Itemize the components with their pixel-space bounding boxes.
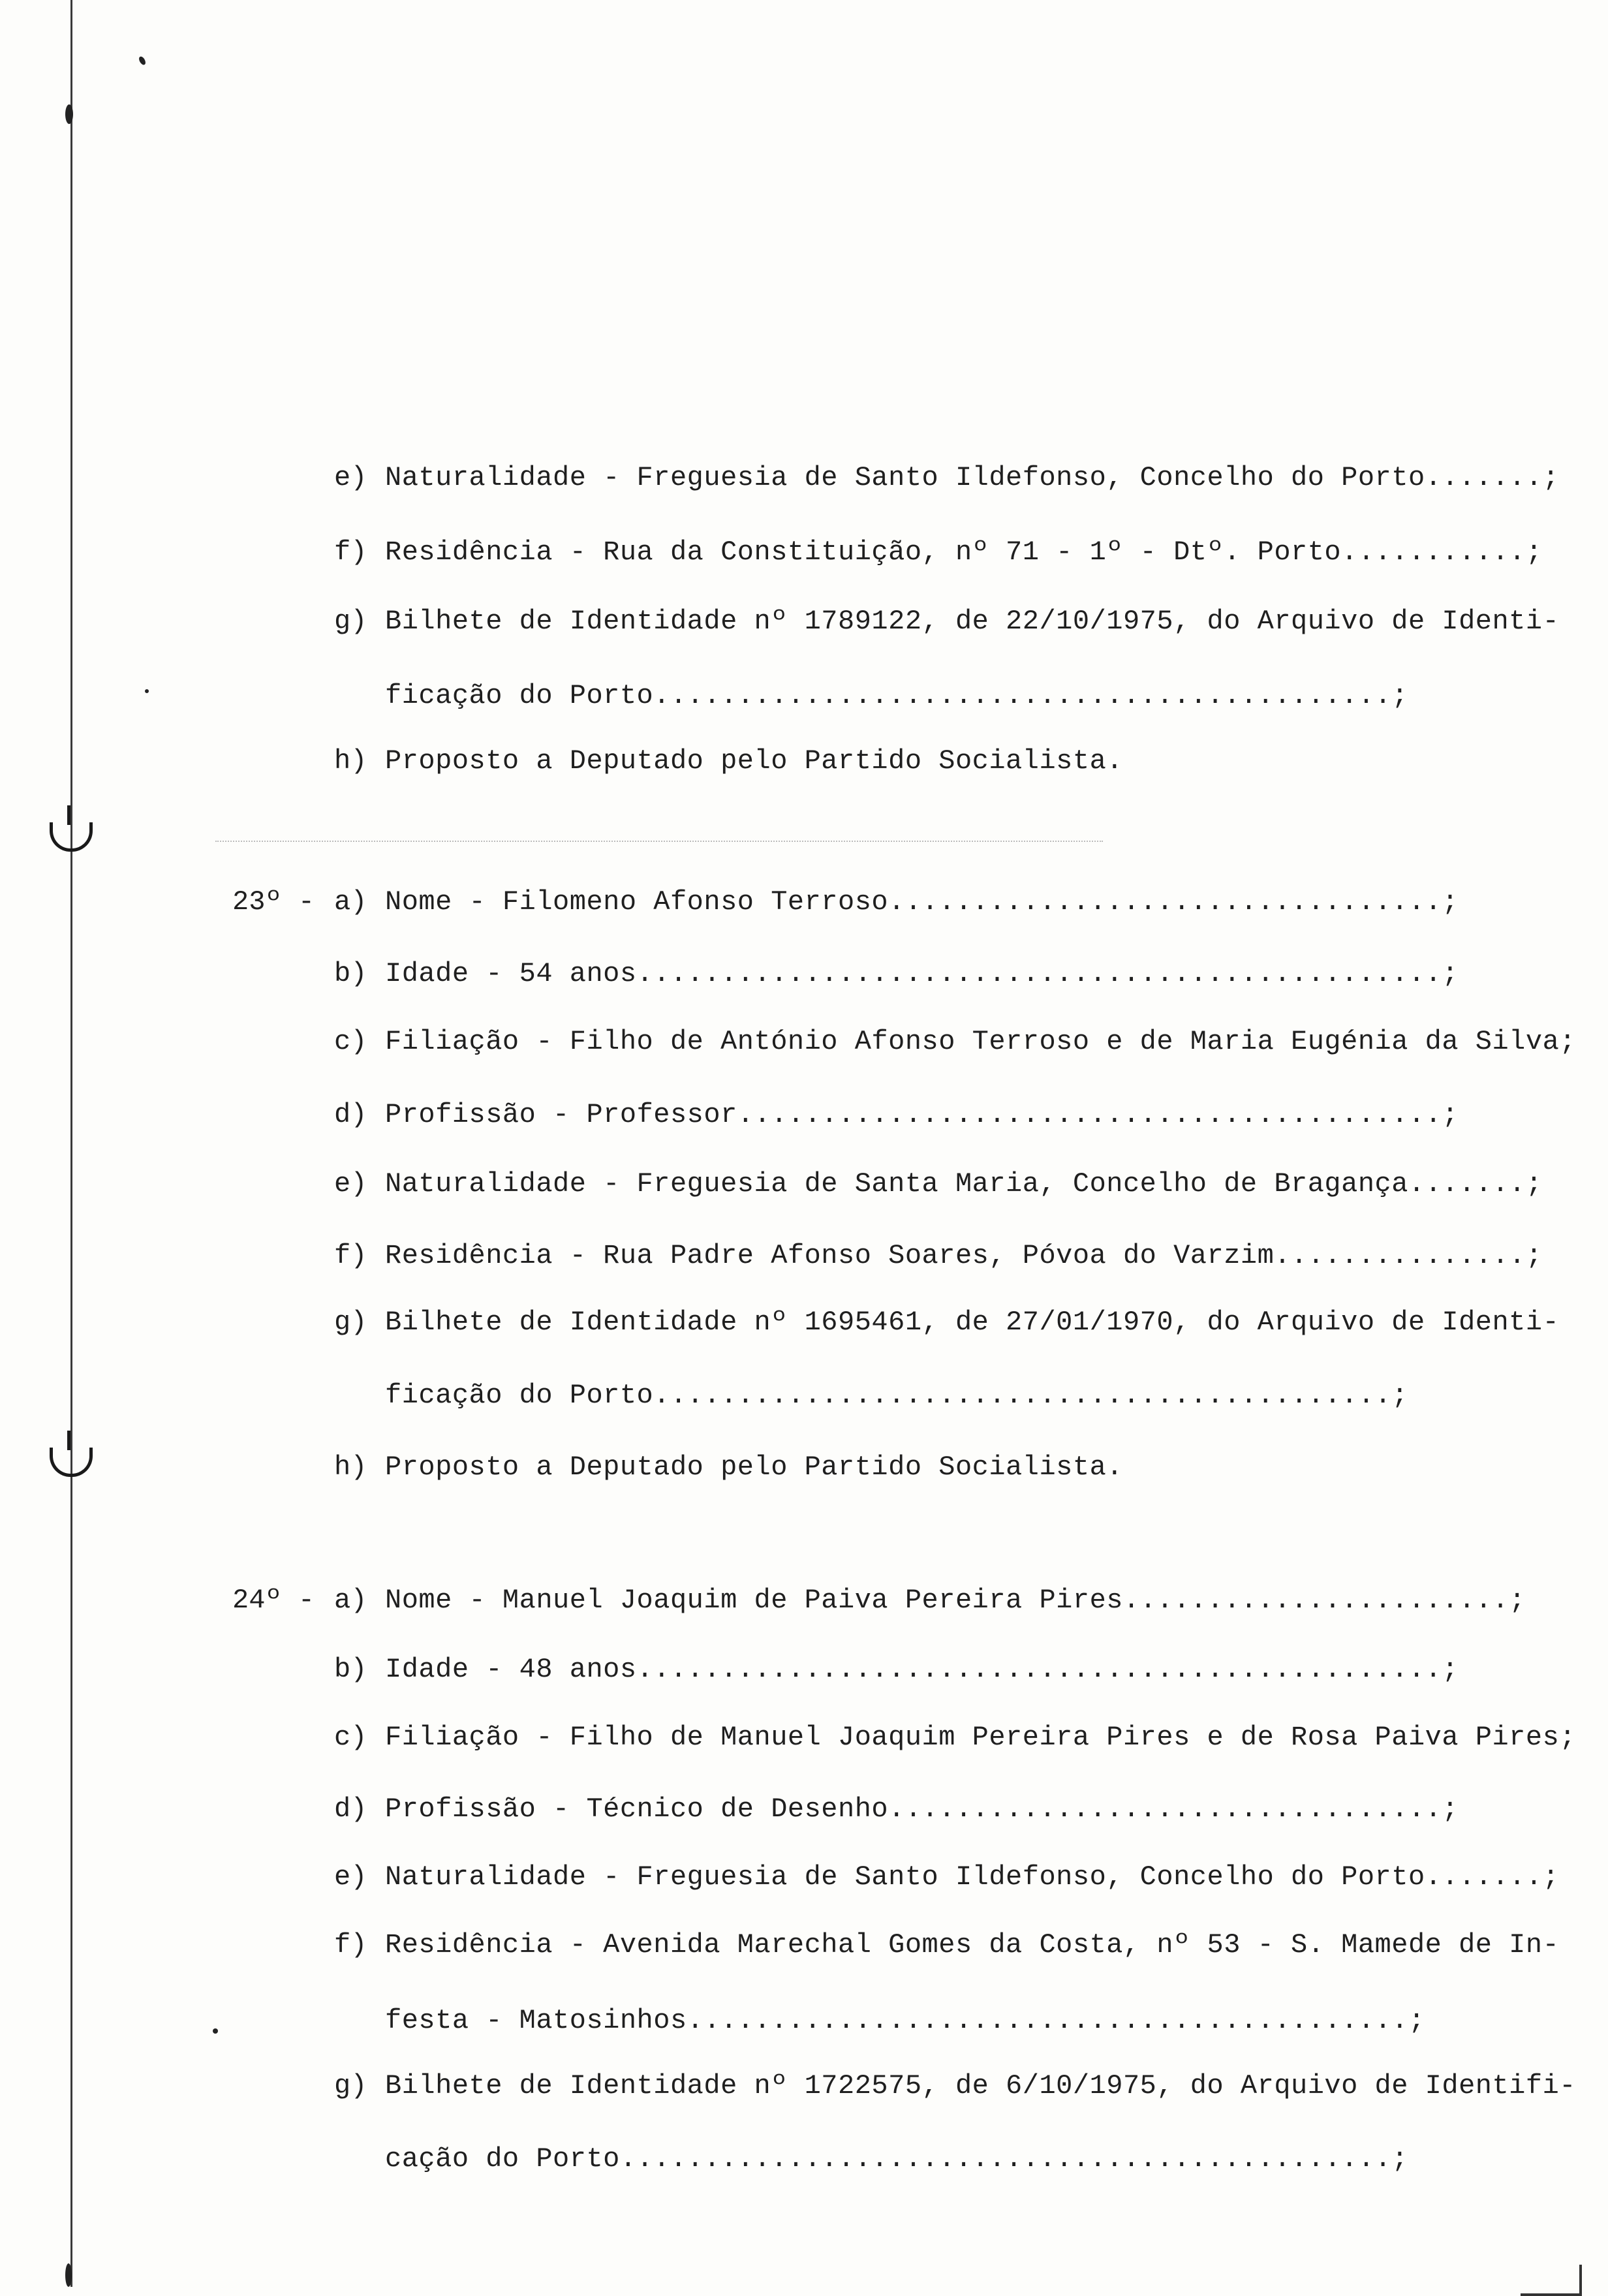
entry-number: 23º - — [232, 886, 315, 918]
item-letter: d) — [334, 1099, 367, 1130]
item-text: Residência - Rua Padre Afonso Soares, Póvoa do Varzim...............; — [385, 1240, 1543, 1271]
item-text-continued: ficação do Porto............................................; — [385, 1380, 1408, 1411]
ink-dot — [65, 104, 73, 124]
item-letter: c) — [334, 1722, 367, 1753]
item-letter: h) — [334, 745, 367, 777]
item-letter: c) — [334, 1026, 367, 1057]
item-text: Profissão - Professor..........................................; — [385, 1099, 1459, 1130]
item-letter: g) — [334, 1307, 367, 1338]
item-text: Profissão - Técnico de Desenho.................................; — [385, 1793, 1459, 1825]
item-letter: f) — [334, 1240, 367, 1271]
item-letter: b) — [334, 1654, 367, 1685]
item-letter: g) — [334, 606, 367, 637]
item-text: Proposto a Deputado pelo Partido Socialista. — [385, 745, 1123, 777]
margin-line — [70, 0, 72, 2287]
binder-hole-mark — [50, 1448, 93, 1477]
item-text: Nome - Filomeno Afonso Terroso.................................; — [385, 886, 1459, 918]
item-text: Naturalidade - Freguesia de Santo Ildefonso, Concelho do Porto.......; — [385, 462, 1560, 493]
item-letter: d) — [334, 1793, 367, 1825]
item-text: Naturalidade - Freguesia de Santo Ildefonso, Concelho do Porto.......; — [385, 1861, 1560, 1893]
item-letter: e) — [334, 462, 367, 493]
item-letter: e) — [334, 1861, 367, 1893]
item-letter: f) — [334, 1929, 367, 1961]
ink-dot — [138, 55, 147, 66]
item-text: Bilhete de Identidade nº 1789122, de 22/10/1975, do Arquivo de Identi- — [385, 606, 1560, 637]
binder-hole-mark — [50, 822, 93, 852]
item-text: Residência - Avenida Marechal Gomes da Costa, nº 53 - S. Mamede de In- — [385, 1929, 1560, 1961]
item-letter: a) — [334, 886, 367, 918]
item-letter: f) — [334, 536, 367, 568]
separator-line — [215, 841, 1103, 842]
ink-dot — [213, 2028, 218, 2034]
entry-number: 24º - — [232, 1585, 315, 1616]
item-letter: a) — [334, 1585, 367, 1616]
item-text-continued: ficação do Porto............................................; — [385, 680, 1408, 711]
item-text: Bilhete de Identidade nº 1695461, de 27/01/1970, do Arquivo de Identi- — [385, 1307, 1560, 1338]
item-letter: h) — [334, 1451, 367, 1483]
item-text: Bilhete de Identidade nº 1722575, de 6/10/1975, do Arquivo de Identifi- — [385, 2070, 1576, 2102]
ink-dot — [145, 689, 149, 693]
corner-mark — [1521, 2265, 1582, 2296]
item-text-continued: festa - Matosinhos...........................................; — [385, 2005, 1425, 2036]
item-text-continued: cação do Porto..............................................; — [385, 2143, 1408, 2175]
item-letter: e) — [334, 1168, 367, 1200]
ink-dot — [65, 2263, 72, 2287]
item-text: Idade - 48 anos................................................; — [385, 1654, 1459, 1685]
item-text: Filiação - Filho de António Afonso Terroso e de Maria Eugénia da Silva; — [385, 1026, 1576, 1057]
item-text: Proposto a Deputado pelo Partido Socialista. — [385, 1451, 1123, 1483]
item-text: Filiação - Filho de Manuel Joaquim Pereira Pires e de Rosa Paiva Pires; — [385, 1722, 1576, 1753]
item-text: Naturalidade - Freguesia de Santa Maria, Concelho de Bragança.......; — [385, 1168, 1543, 1200]
item-letter: g) — [334, 2070, 367, 2102]
item-text: Idade - 54 anos................................................; — [385, 958, 1459, 989]
item-text: Nome - Manuel Joaquim de Paiva Pereira Pires.......................; — [385, 1585, 1526, 1616]
item-text: Residência - Rua da Constituição, nº 71 - 1º - Dtº. Porto...........; — [385, 536, 1543, 568]
item-letter: b) — [334, 958, 367, 989]
